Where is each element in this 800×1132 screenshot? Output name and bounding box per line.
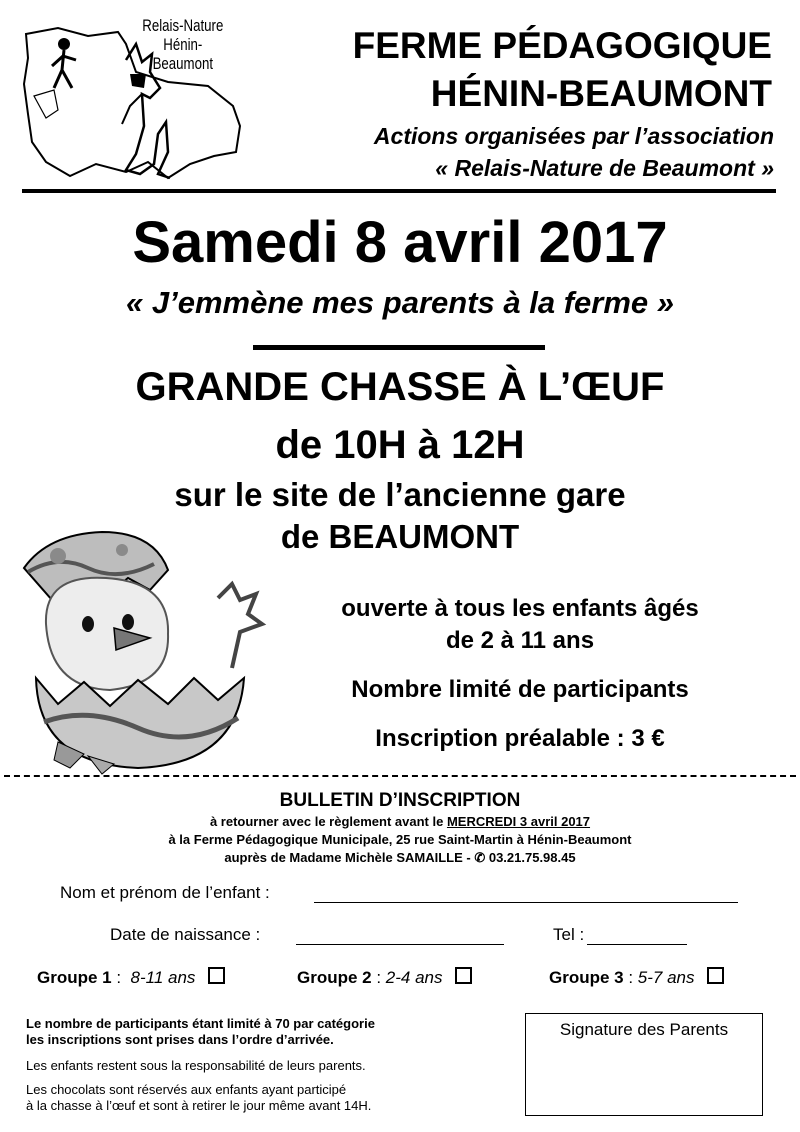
event-hours: de 10H à 12H [275, 423, 525, 467]
group-1-label: Groupe 1 [37, 968, 112, 987]
group-3-option[interactable]: Groupe 3 : 5-7 ans [549, 966, 724, 990]
note-limit [26, 1016, 375, 1048]
event-limited: Nombre limité de participants [351, 676, 689, 703]
bulletin-title: BULLETIN D’INSCRIPTION [279, 790, 521, 811]
signature-box[interactable] [525, 1013, 763, 1116]
group-2-option[interactable]: Groupe 2 : 2-4 ans [297, 966, 472, 990]
tel-label: Tel : [553, 925, 585, 944]
header-subtitle-line2: « Relais-Nature de Beaumont » [435, 155, 774, 181]
signature-label: Signature des Parents [559, 1020, 729, 1039]
group-3-checkbox[interactable] [707, 967, 724, 984]
group-1-ages: 8-11 ans [130, 968, 196, 987]
group-2-label: Groupe 2 [297, 968, 372, 987]
bulletin-return-deadline: MERCREDI 3 avril 2017 [446, 814, 591, 829]
logo-text-line2: Hénin-Beaumont [152, 35, 214, 73]
note-chocolates-line1: Les chocolats sont réservés aux enfants ayant participé [26, 1082, 347, 1097]
bulletin-address: à la Ferme Pédagogique Municipale, 25 rue Saint-Martin à Hénin-Beaumont [168, 832, 632, 847]
note-chocolates [26, 1082, 371, 1114]
header-title-line1: FERME PÉDAGOGIQUE [352, 25, 772, 66]
group-3-ages: 5-7 ans [637, 968, 695, 987]
event-location-line1: sur le site de l’ancienne gare [174, 476, 626, 513]
header-rule [22, 189, 776, 193]
event-name: GRANDE CHASSE À L’ŒUF [135, 365, 665, 409]
tel-field[interactable] [587, 942, 687, 945]
easter-chick-illustration [18, 528, 274, 776]
logo [18, 14, 254, 188]
event-tagline: « J’emmène mes parents à la ferme » [126, 285, 674, 320]
child-name-row [60, 882, 270, 904]
event-rule [253, 345, 545, 350]
header-title-line2: HÉNIN-BEAUMONT [430, 73, 772, 114]
event-open-line2: de 2 à 11 ans [445, 627, 595, 654]
event-date: Samedi 8 avril 2017 [132, 210, 668, 275]
cut-line [4, 775, 796, 777]
child-name-label: Nom et prénom de l’enfant : [60, 883, 270, 902]
event-price: Inscription préalable : 3 € [375, 725, 665, 752]
group-2-ages: 2-4 ans [385, 968, 443, 987]
bulletin-return-prefix: à retourner avec le règlement avant le [209, 814, 447, 829]
birthdate-field[interactable] [296, 942, 504, 945]
birthdate-label: Date de naissance : [110, 925, 261, 944]
walker-head [58, 38, 70, 50]
note-limit-line2: les inscriptions sont prises dans l’ordre d’arrivée. [26, 1032, 334, 1047]
bulletin-return [0, 814, 800, 830]
bulletin-contact: auprès de Madame Michèle SAMAILLE - ✆ 03.21.75.98.45 [224, 850, 576, 865]
note-chocolates-line2: à la chasse à l’œuf et sont à retirer le jour même avant 14H. [26, 1098, 372, 1113]
group-1-checkbox[interactable] [208, 967, 225, 984]
child-name-field[interactable] [314, 900, 738, 903]
note-responsibility: Les enfants restent sous la responsabilité de leurs parents. [26, 1058, 366, 1073]
event-location-line2: de BEAUMONT [280, 518, 520, 555]
group-3-label: Groupe 3 [549, 968, 624, 987]
event-open-line1: ouverte à tous les enfants âgés [341, 595, 699, 622]
header-subtitle-line1: Actions organisées par l’association [373, 123, 774, 149]
note-limit-line1: Le nombre de participants étant limité à 70 par catégorie [26, 1016, 375, 1031]
logo-text-line1: Relais-Nature [142, 16, 224, 35]
group-2-checkbox[interactable] [455, 967, 472, 984]
group-1-option[interactable]: Groupe 1 : 8-11 ans [37, 966, 225, 990]
